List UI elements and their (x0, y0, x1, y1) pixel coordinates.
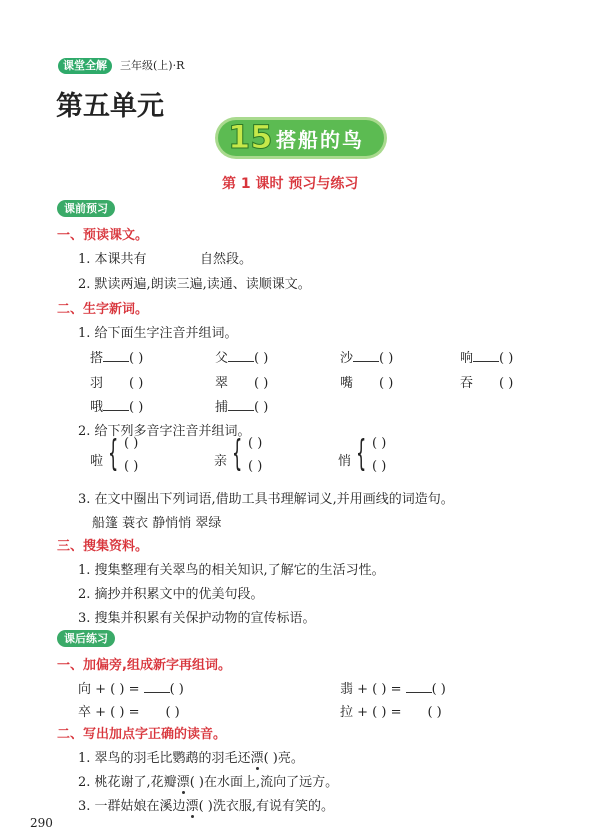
radical-item: 卒 + ( ) = ( ) (78, 705, 180, 720)
section-title: 三、搜集资料。 (57, 539, 149, 554)
brace-icon: { (232, 433, 243, 474)
period-title: 第 1 课时 预习与练习 (222, 176, 359, 192)
question-line: 自然段。 (200, 252, 253, 267)
char-item: 吞 ( ) (460, 376, 514, 391)
question-line: 2. 默读两遍,朗读三遍,读通、读顺课文。 (78, 277, 311, 292)
question-line: 2. 摘抄并积累文中的优美句段。 (78, 587, 264, 602)
lesson-number: 15 (228, 118, 273, 156)
char-item: 羽 ( ) (90, 376, 144, 391)
poly-paren: ( ) (372, 436, 387, 451)
question-line: 1. 给下面生字注音并组词。 (78, 326, 238, 341)
question-line: 2. 桃花谢了,花瓣漂( )在水面上,流向了远方。 (78, 775, 339, 790)
question-line: 3. 一群姑娘在溪边漂( )洗衣服,有说有笑的。 (78, 799, 334, 814)
unit-title: 第五单元 (56, 91, 164, 122)
brace-icon: { (356, 433, 367, 474)
char-item: 父 ( ) (215, 351, 269, 366)
section-title: 一、预读课文。 (57, 228, 149, 243)
series-badge: 课堂全解 (58, 58, 112, 74)
poly-char: 亲 (214, 454, 228, 469)
question-line: 3. 搜集并积累有关保护动物的宣传标语。 (78, 611, 316, 626)
poly-paren: ( ) (248, 436, 263, 451)
radical-item: 向 + ( ) = ( ) (78, 682, 184, 697)
section-title: 一、加偏旁,组成新字再组词。 (57, 658, 231, 673)
question-line: 1. 翠鸟的羽毛比鹦鹉的羽毛还漂( )亮。 (78, 751, 304, 766)
char-item: 搭 ( ) (90, 351, 144, 366)
poly-char: 啦 (90, 454, 104, 469)
page-number: 290 (30, 816, 53, 830)
radical-item: 拉 + ( ) = ( ) (340, 705, 442, 720)
poly-paren: ( ) (124, 459, 139, 474)
lesson-name: 搭船的鸟 (276, 128, 364, 152)
char-item: 翠 ( ) (215, 376, 269, 391)
poly-paren: ( ) (124, 436, 139, 451)
char-item: 沙 ( ) (340, 351, 394, 366)
radical-item: 翡 + ( ) = ( ) (340, 682, 446, 697)
question-line: 1. 搜集整理有关翠鸟的相关知识,了解它的生活习性。 (78, 563, 385, 578)
question-line: 2. 给下列多音字注音并组词。 (78, 424, 251, 439)
char-item: 响 ( ) (460, 351, 514, 366)
grade-label: 三年级(上)·R (120, 59, 185, 72)
char-item: 嘴 ( ) (340, 376, 394, 391)
brace-icon: { (108, 433, 119, 474)
char-item: 哦 ( ) (90, 400, 144, 415)
practice-tab: 课后练习 (57, 630, 115, 647)
poly-char: 悄 (338, 454, 352, 469)
word-list: 船篷 蓑衣 静悄悄 翠绿 (92, 516, 222, 531)
preview-tab: 课前预习 (57, 200, 115, 217)
poly-paren: ( ) (372, 459, 387, 474)
section-title: 二、生字新词。 (57, 302, 149, 317)
char-item: 捕 ( ) (215, 400, 269, 415)
poly-paren: ( ) (248, 459, 263, 474)
question-line: 3. 在文中圈出下列词语,借助工具书理解词义,并用画线的词造句。 (78, 492, 454, 507)
section-title: 二、写出加点字正确的读音。 (57, 727, 227, 742)
question-line: 1. 本课共有 (78, 252, 147, 267)
